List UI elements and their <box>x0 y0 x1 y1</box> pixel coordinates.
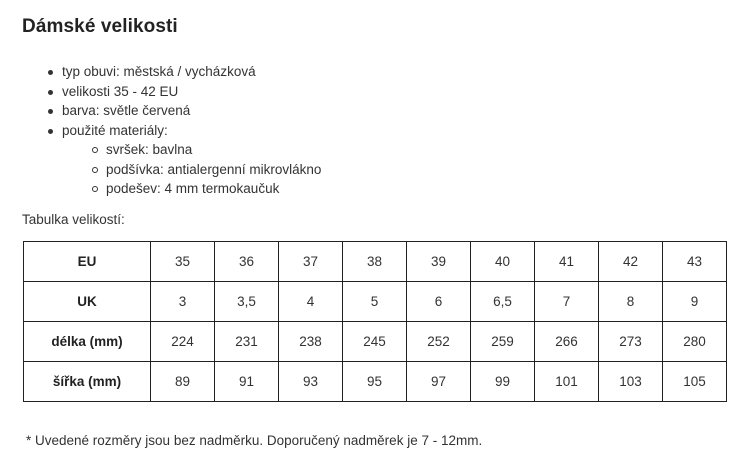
spec-list <box>46 62 321 199</box>
table-cell: 280 <box>663 322 727 362</box>
table-cell: 273 <box>599 322 663 362</box>
table-cell: 9 <box>663 282 727 322</box>
table-cell: 41 <box>535 242 599 282</box>
table-cell: 35 <box>151 242 215 282</box>
table-cell: 5 <box>343 282 407 322</box>
page-title: Dámské velikosti <box>22 16 178 37</box>
table-cell: 266 <box>535 322 599 362</box>
spec-item-sizes: velikosti 35 - 42 EU <box>46 82 321 102</box>
table-cell: 105 <box>663 362 727 402</box>
spec-item-color: barva: světle červená <box>46 101 321 121</box>
spec-item-shoe-type: typ obuvi: městská / vycházková <box>46 62 321 82</box>
table-cell: 3,5 <box>215 282 279 322</box>
table-caption: Tabulka velikostí: <box>22 212 125 227</box>
material-upper: svršek: bavlna <box>90 140 321 160</box>
table-cell: 38 <box>343 242 407 282</box>
table-row-length <box>24 322 727 362</box>
table-cell: 6,5 <box>471 282 535 322</box>
table-cell: 40 <box>471 242 535 282</box>
table-cell: 3 <box>151 282 215 322</box>
table-cell: 8 <box>599 282 663 322</box>
table-row-uk <box>24 282 727 322</box>
table-cell: 89 <box>151 362 215 402</box>
table-cell: 36 <box>215 242 279 282</box>
table-cell: 37 <box>279 242 343 282</box>
table-cell: 95 <box>343 362 407 402</box>
table-cell: 97 <box>407 362 471 402</box>
table-cell: 7 <box>535 282 599 322</box>
table-cell: 39 <box>407 242 471 282</box>
material-sole: podešev: 4 mm termokaučuk <box>90 179 321 199</box>
table-cell: 259 <box>471 322 535 362</box>
table-cell: 93 <box>279 362 343 402</box>
materials-list <box>62 140 321 199</box>
table-row-eu <box>24 242 727 282</box>
row-header-width: šířka (mm) <box>24 362 151 402</box>
table-cell: 252 <box>407 322 471 362</box>
row-header-eu: EU <box>24 242 151 282</box>
row-header-uk: UK <box>24 282 151 322</box>
table-cell: 42 <box>599 242 663 282</box>
table-cell: 101 <box>535 362 599 402</box>
spec-item-materials <box>46 121 321 199</box>
table-cell: 91 <box>215 362 279 402</box>
size-table <box>23 241 727 402</box>
table-row-width <box>24 362 727 402</box>
table-cell: 6 <box>407 282 471 322</box>
spec-item-materials-label: použité materiály: <box>62 122 168 138</box>
table-cell: 103 <box>599 362 663 402</box>
row-header-length: délka (mm) <box>24 322 151 362</box>
table-cell: 245 <box>343 322 407 362</box>
footnote: * Uvedené rozměry jsou bez nadměrku. Doporučený nadměrek je 7 - 12mm. <box>26 433 483 448</box>
table-cell: 231 <box>215 322 279 362</box>
table-cell: 238 <box>279 322 343 362</box>
material-lining: podšívka: antialergenní mikrovlákno <box>90 160 321 180</box>
table-cell: 99 <box>471 362 535 402</box>
table-cell: 224 <box>151 322 215 362</box>
table-cell: 4 <box>279 282 343 322</box>
table-cell: 43 <box>663 242 727 282</box>
